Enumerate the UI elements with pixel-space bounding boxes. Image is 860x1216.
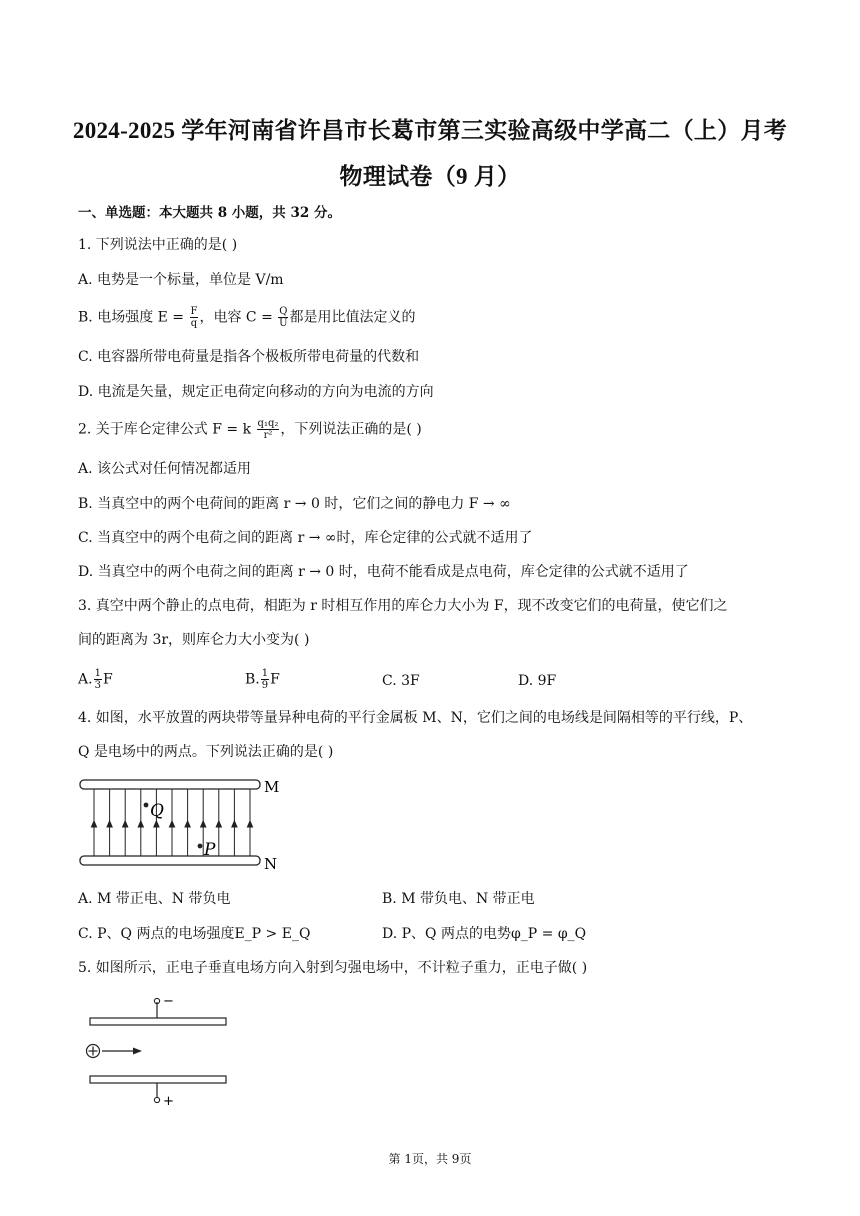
page-footer: 第 1页，共 9页 xyxy=(388,1152,472,1166)
q3-a-pre: A. xyxy=(78,671,93,688)
point-q xyxy=(144,803,149,808)
top-sign: − xyxy=(163,994,174,1009)
q2-option-c: C. 当真空中的两个电荷之间的距离 r → ∞时，库仑定律的公式就不适用了 xyxy=(78,530,533,546)
field-arrow xyxy=(169,821,174,827)
q3-b-den: 9 xyxy=(261,680,269,691)
field-arrow xyxy=(247,821,252,827)
q3-option-a xyxy=(78,668,113,691)
q1-option-c: C. 电容器所带电荷量是指各个极板所带电荷量的代数和 xyxy=(78,349,420,365)
q3-b-fraction xyxy=(261,668,269,691)
label-p: P xyxy=(204,840,216,860)
q4-stem-line2: Q 是电场中的两点。下列说法正确的是( ) xyxy=(78,744,334,760)
bottom-plate xyxy=(90,1076,226,1083)
q3-b-pre: B. xyxy=(245,671,260,688)
q2-stem-pre: 2. 关于库仑定律公式 F = k xyxy=(78,421,252,438)
field-arrow xyxy=(216,821,221,827)
bottom-terminal xyxy=(154,1097,159,1102)
q4-option-c: C. P、Q 两点的电场强度E_P > E_Q xyxy=(78,926,311,942)
q2-f-num: q₁q₂ xyxy=(257,418,279,429)
label-n: N xyxy=(264,855,278,873)
q3-stem-line2: 间的距离为 3r，则库仑力大小变为( ) xyxy=(78,632,310,648)
q3-a-num: 1 xyxy=(94,668,101,679)
field-arrow xyxy=(232,821,237,827)
q4-field-diagram xyxy=(76,774,296,874)
q3-b-post: F xyxy=(270,671,280,688)
q1-b-f2-num: Q xyxy=(279,306,288,317)
q3-a-post: F xyxy=(102,671,113,688)
field-arrow xyxy=(138,821,143,827)
plate-n xyxy=(80,856,260,865)
field-arrow xyxy=(154,821,159,827)
q3-a-fraction xyxy=(94,668,102,691)
q3-option-b xyxy=(245,668,280,691)
q1-b-f2-den: U xyxy=(279,318,288,329)
q4-option-a: A. M 带正电、N 带负电 xyxy=(78,891,231,907)
q1-b-fraction-1 xyxy=(190,306,199,329)
q2-stem-post: ，下列说法正确的是( ) xyxy=(280,421,422,438)
field-arrow xyxy=(91,821,96,827)
field-arrow xyxy=(123,821,128,827)
plate-m xyxy=(80,780,260,789)
section-heading: 一、单选题：本大题共 8 小题，共 32 分。 xyxy=(78,205,341,221)
exam-title-line1: 2024-2025 学年河南省许昌市长葛市第三实验高级中学高二（上）月考 xyxy=(72,118,788,143)
point-p xyxy=(198,844,203,849)
q3-b-num: 1 xyxy=(261,668,269,679)
q5-stem: 5. 如图所示，正电子垂直电场方向入射到匀强电场中，不计粒子重力，正电子做( ) xyxy=(78,960,588,976)
label-q: Q xyxy=(150,801,164,821)
q1-option-b xyxy=(78,306,415,329)
q2-stem xyxy=(78,418,422,441)
q4-option-d: D. P、Q 两点的电势φ_P = φ_Q xyxy=(382,926,587,942)
q1-b-f1-num: F xyxy=(190,306,198,317)
q1-b-fraction-2 xyxy=(278,306,288,329)
q1-b-f1-den: q xyxy=(190,318,198,329)
top-plate xyxy=(90,1018,226,1025)
q1-stem: 1. 下列说法中正确的是( ) xyxy=(78,237,238,253)
q1-b-post: 都是用比值法定义的 xyxy=(289,309,416,326)
q4-option-b: B. M 带负电、N 带正电 xyxy=(382,891,535,907)
bottom-sign: + xyxy=(163,1094,174,1109)
label-m: M xyxy=(264,778,280,796)
q2-option-b: B. 当真空中的两个电荷间的距离 r → 0 时，它们之间的静电力 F → ∞ xyxy=(78,496,511,512)
field-arrow xyxy=(185,821,190,827)
q4-stem-line1: 4. 如图，水平放置的两块带等量异种电荷的平行金属板 M、N，它们之间的电场线是间隔相等的平行线，P、 xyxy=(78,710,753,726)
q3-option-d: D. 9F xyxy=(518,673,557,689)
q2-fraction xyxy=(257,418,280,441)
q1-b-mid: ，电容 C = xyxy=(199,309,273,326)
q3-option-c: C. 3F xyxy=(382,673,420,689)
q2-f-den: r² xyxy=(263,430,273,441)
q1-option-d: D. 电流是矢量，规定正电荷定向移动的方向为电流的方向 xyxy=(78,384,434,400)
field-arrow xyxy=(201,821,206,827)
velocity-arrowhead xyxy=(133,1048,142,1055)
exam-title-line2: 物理试卷（9 月） xyxy=(339,164,521,189)
q5-diagram xyxy=(82,992,242,1110)
q2-option-a: A. 该公式对任何情况都适用 xyxy=(78,461,252,477)
field-arrow xyxy=(107,821,112,827)
q1-option-a: A. 电势是一个标量，单位是 V/m xyxy=(78,272,284,288)
q2-option-d: D. 当真空中的两个电荷之间的距离 r → 0 时，电荷不能看成是点电荷，库仑定律的公式就不适用了 xyxy=(78,564,689,580)
q3-a-den: 3 xyxy=(94,680,101,691)
q1-b-pre: B. 电场强度 E = xyxy=(78,309,185,326)
q3-stem-line1: 3. 真空中两个静止的点电荷，相距为 r 时相互作用的库仑力大小为 F，现不改变它们的电荷量，使它们之 xyxy=(78,598,728,614)
